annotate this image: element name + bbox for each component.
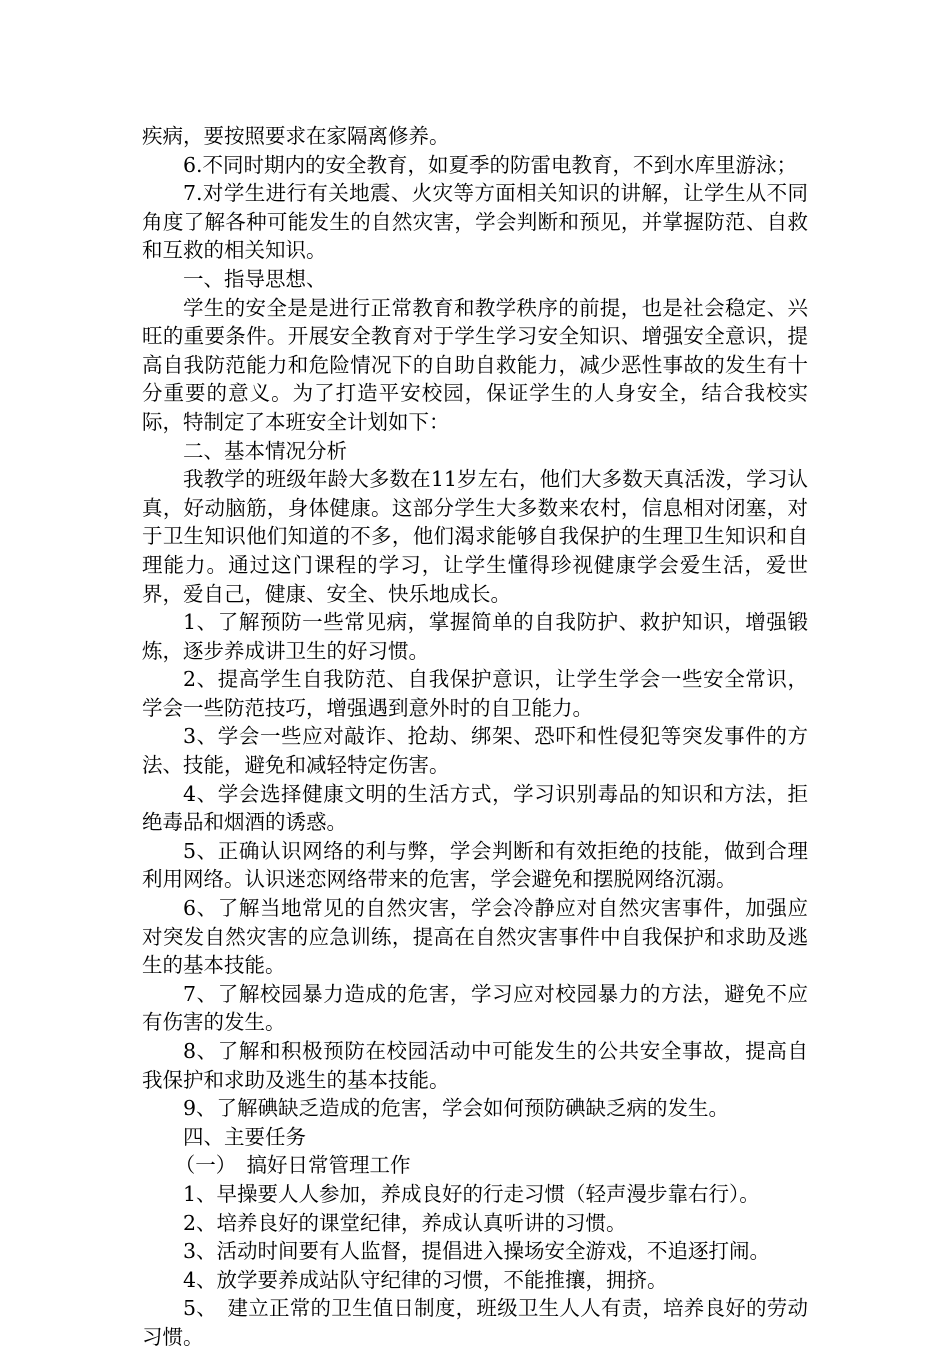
paragraph-guiding-thought: 学生的安全是是进行正常教育和教学秩序的前提，也是社会稳定、兴旺的重要条件。开展安全教育对于学生学习安全知识、增强安全意识，提高自我防范能力和危险情况下的自助自救能力，减少恶性事故的发生有十分重要的意义。为了打造平安校园，保证学生的人身安全，结合我校实际，特制定了本班安全计划如下： bbox=[142, 295, 808, 434]
section-heading-main-tasks: 四、主要任务 bbox=[183, 1124, 306, 1149]
goal-item-8: 8、了解和积极预防在校园活动中可能发生的公共安全事故，提高自我保护和求助及逃生的基本技能。 bbox=[142, 1039, 808, 1092]
subsection-heading-daily-management: （一） 搞好日常管理工作 bbox=[174, 1153, 411, 1178]
paragraph-item-6: 6.不同时期内的安全教育，如夏季的防雷电教育，不到水库里游泳； bbox=[183, 152, 798, 177]
goal-item-3: 3、学会一些应对敲诈、抢劫、绑架、恐吓和性侵犯等突发事件的方法、技能，避免和减轻特定伤害。 bbox=[142, 724, 808, 778]
paragraph-situation-analysis: 我教学的班级年龄大多数在11岁左右，他们大多数天真活泼，学习认真，好动脑筋，身体健康。这部分学生大多数来农村，信息相对闭塞，对于卫生知识他们知道的不多，他们渴求能够自我保护的生理卫生知识和自理能力。通过这门课程的学习，让学生懂得珍视健康学会爱生活，爱世界，爱自己，健康、安全、快乐地成长。 bbox=[142, 467, 808, 606]
paragraph-item-7: 7.对学生进行有关地震、火灾等方面相关知识的讲解，让学生从不同角度了解各种可能发生的自然灾害，学会判断和预见，并掌握防范、自救和互救的相关知识。 bbox=[142, 181, 808, 263]
document-page bbox=[142, 122, 808, 1352]
goal-item-5: 5、正确认识网络的利与弊，学会判断和有效拒绝的技能，做到合理利用网络。认识迷恋网络带来的危害，学会避免和摆脱网络沉溺。 bbox=[142, 838, 808, 892]
task-item-3: 3、活动时间要有人监督，提倡进入操场安全游戏，不追逐打闹。 bbox=[183, 1239, 771, 1264]
goal-item-6: 6、了解当地常见的自然灾害，学会冷静应对自然灾害事件，加强应对突发自然灾害的应急训练，提高在自然灾害事件中自我保护和求助及逃生的基本技能。 bbox=[142, 896, 808, 978]
task-item-2: 2、培养良好的课堂纪律，养成认真听讲的习惯。 bbox=[183, 1210, 627, 1235]
section-heading-guiding-thought: 一、指导思想、 bbox=[183, 266, 327, 291]
task-item-4: 4、放学要养成站队守纪律的习惯，不能推攘，拥挤。 bbox=[183, 1267, 668, 1292]
goal-item-9: 9、了解碘缺乏造成的危害，学会如何预防碘缺乏病的发生。 bbox=[183, 1096, 730, 1121]
goal-item-7: 7、了解校园暴力造成的危害，学习应对校园暴力的方法，避免不应有伤害的发生。 bbox=[142, 981, 808, 1035]
section-heading-situation-analysis: 二、基本情况分析 bbox=[183, 438, 347, 463]
task-item-5: 5、 建立正常的卫生值日制度，班级卫生人人有责，培养良好的劳动习惯。 bbox=[142, 1296, 808, 1349]
task-item-1: 1、早操要人人参加，养成良好的行走习惯（轻声漫步靠右行）。 bbox=[183, 1181, 760, 1206]
goal-item-4: 4、学会选择健康文明的生活方式，学习识别毒品的知识和方法，拒绝毒品和烟酒的诱惑。 bbox=[142, 781, 808, 835]
goal-item-2: 2、提高学生自我防范、自我保护意识，让学生学会一些安全常识，学会一些防范技巧，增强遇到意外时的自卫能力。 bbox=[142, 667, 808, 720]
paragraph-continuation: 疾病，要按照要求在家隔离修养。 bbox=[142, 124, 450, 148]
goal-item-1: 1、了解预防一些常见病，掌握简单的自我防护、救护知识，增强锻炼，逐步养成讲卫生的好习惯。 bbox=[142, 610, 808, 663]
